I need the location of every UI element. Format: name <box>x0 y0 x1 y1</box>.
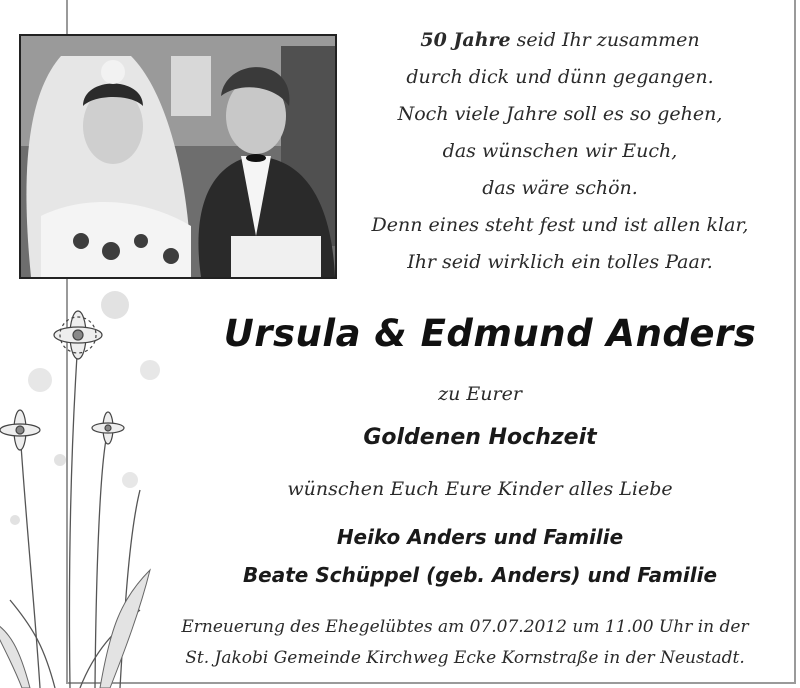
poem-highlight: 50 Jahre <box>420 29 511 51</box>
sender-line: Beate Schüppel (geb. Anders) und Familie <box>242 563 718 587</box>
poem-line: das wäre schön. <box>482 177 638 199</box>
poem-line <box>350 22 770 59</box>
wish-line: wünschen Euch Eure Kinder alles Liebe <box>287 478 673 500</box>
occasion-title: Goldenen Hochzeit <box>363 425 597 450</box>
poem-line: Ihr seid wirklich ein tolles Paar. <box>407 251 713 273</box>
occasion-prefix: zu Eurer <box>438 383 522 405</box>
ceremony-note: St. Jakobi Gemeinde Kirchweg Ecke Kornstraße in der Neustadt. <box>185 648 745 668</box>
wedding-couple-photo-icon <box>21 36 335 277</box>
poem-line-rest: seid Ihr zusammen <box>510 29 700 51</box>
wedding-photo <box>19 34 337 279</box>
poem-line: Noch viele Jahre soll es so gehen, <box>397 103 723 125</box>
ceremony-note: Erneuerung des Ehegelübtes am 07.07.2012 um 11.00 Uhr in der <box>181 617 749 637</box>
poem-line: das wünschen wir Euch, <box>442 140 678 162</box>
couple-names: Ursula & Edmund Anders <box>223 312 757 355</box>
poem <box>350 22 770 281</box>
poem-line: Denn eines steht fest und ist allen klar, <box>371 214 749 236</box>
poem-line: durch dick und dünn gegangen. <box>406 66 714 88</box>
sender-line: Heiko Anders und Familie <box>336 525 624 549</box>
